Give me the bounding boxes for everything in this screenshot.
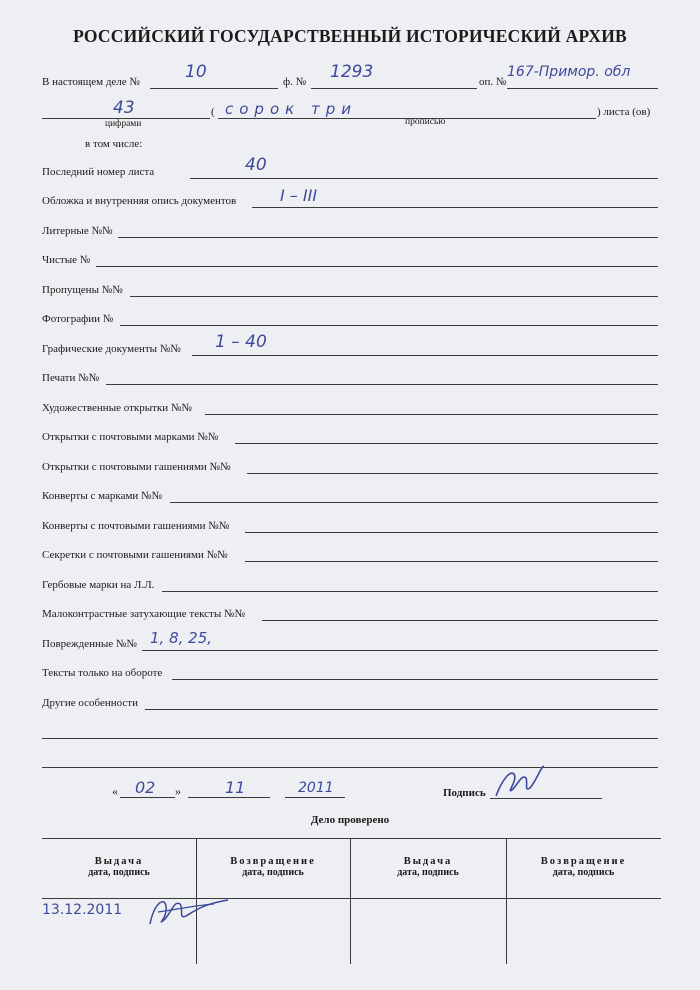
including-label: в том числе: [85, 138, 143, 150]
field-label: Последний номер листа [42, 166, 155, 178]
field-row [0, 607, 700, 627]
field-row [0, 519, 700, 539]
field-row [0, 312, 700, 332]
date-day-line [120, 797, 175, 798]
issue-signature-mark [144, 890, 234, 934]
table-header-cell [42, 856, 196, 878]
field-line [142, 650, 658, 651]
case-line [150, 88, 278, 89]
field-row [0, 332, 700, 362]
field-row [0, 578, 700, 598]
signature-label: Подпись [443, 787, 486, 799]
words-caption: прописью [405, 117, 446, 127]
signature-mark [488, 760, 558, 802]
field-label: Открытки с почтовыми марками №№ [42, 431, 219, 443]
date-open-quote: « [112, 784, 118, 798]
field-label: Другие особенности [42, 697, 139, 709]
field-line [205, 414, 658, 415]
field-value: 40 [245, 155, 267, 175]
field-label: Пропущены №№ [42, 284, 123, 296]
extra-line-1 [42, 738, 658, 739]
field-line [106, 384, 658, 385]
column-title: Возвращение [540, 856, 627, 867]
column-subtitle: дата, подпись [88, 867, 150, 878]
field-line [245, 532, 658, 533]
field-label: Печати №№ [42, 372, 100, 384]
field-row [0, 666, 700, 686]
field-line [247, 473, 658, 474]
field-label: Обложка и внутренняя опись документов [42, 195, 237, 207]
verified-label: Дело проверено [310, 814, 390, 826]
field-value: 1 – 40 [215, 332, 267, 352]
field-line [192, 355, 658, 356]
table-header-line [42, 898, 661, 899]
date-month: 11 [225, 778, 246, 797]
field-line [162, 591, 658, 592]
sheets-words-value: сорок три [225, 100, 357, 118]
field-row [0, 371, 700, 391]
field-line [118, 237, 658, 238]
digits-caption: цифрами [105, 119, 142, 129]
field-row [0, 430, 700, 450]
field-line [170, 502, 658, 503]
field-line [190, 178, 658, 179]
column-subtitle: дата, подпись [242, 867, 304, 878]
opis-value: 167-Примор. обл [507, 64, 631, 80]
field-line [96, 266, 658, 267]
field-label: Конверты с почтовыми гашениями №№ [42, 520, 230, 532]
opis-line [507, 88, 658, 89]
date-close-quote: » [175, 784, 181, 798]
field-line [235, 443, 658, 444]
field-label: Художественные открытки №№ [42, 402, 192, 414]
field-line [252, 207, 658, 208]
column-title: Выдача [403, 856, 453, 867]
field-label: Литерные №№ [42, 225, 113, 237]
field-label: Тексты только на обороте [42, 667, 163, 679]
field-value: I – III [280, 186, 318, 205]
field-row [0, 460, 700, 480]
open-paren: ( [211, 106, 215, 118]
field-line [172, 679, 658, 680]
extra-line-2 [42, 767, 658, 768]
fond-value: 1293 [330, 62, 374, 82]
issue-date-entry: 13.12.2011 [42, 902, 123, 918]
column-title: Выдача [94, 856, 144, 867]
field-row [0, 283, 700, 303]
column-subtitle: дата, подпись [397, 867, 459, 878]
fond-line [311, 88, 477, 89]
field-line [245, 561, 658, 562]
case-value: 10 [185, 62, 207, 82]
field-line [130, 296, 658, 297]
field-label: Фотографии № [42, 313, 114, 325]
table-header-cell [506, 856, 661, 878]
field-row [0, 401, 700, 421]
field-row [0, 548, 700, 568]
field-label: Поврежденные №№ [42, 638, 137, 650]
field-label: Открытки с почтовыми гашениями №№ [42, 461, 231, 473]
fond-label: ф. № [283, 76, 307, 88]
date-month-line [188, 797, 270, 798]
date-day: 02 [135, 778, 156, 797]
table-top-line [42, 838, 661, 839]
field-line [262, 620, 658, 621]
field-line [145, 709, 658, 710]
field-row [0, 253, 700, 273]
field-value: 1, 8, 25, [150, 629, 213, 647]
column-title: Возвращение [230, 856, 316, 867]
table-header-cell [196, 856, 350, 878]
archive-title: РОССИЙСКИЙ ГОСУДАРСТВЕННЫЙ ИСТОРИЧЕСКИЙ АРХИВ [73, 26, 627, 46]
field-line [120, 325, 658, 326]
field-label: Чистые № [42, 254, 91, 266]
field-row [0, 224, 700, 244]
field-label: Малоконтрастные затухающие тексты №№ [42, 608, 245, 620]
table-header-cell [350, 856, 506, 878]
case-label: В настоящем деле № [42, 76, 140, 88]
field-row [0, 186, 700, 214]
field-row [0, 696, 700, 716]
opis-label: оп. № [479, 76, 507, 88]
field-row [0, 155, 700, 185]
field-row [0, 489, 700, 509]
field-label: Секретки с почтовыми гашениями №№ [42, 549, 228, 561]
sheets-digits-value: 43 [113, 98, 135, 118]
field-row [0, 629, 700, 657]
field-label: Гербовые марки на Л.Л. [42, 579, 155, 591]
date-year-line [285, 797, 345, 798]
column-subtitle: дата, подпись [552, 867, 615, 878]
sheets-suffix: ) листа (ов) [597, 106, 651, 118]
field-label: Графические документы №№ [42, 343, 181, 355]
field-label: Конверты с марками №№ [42, 490, 163, 502]
date-year: 2011 [298, 780, 334, 796]
